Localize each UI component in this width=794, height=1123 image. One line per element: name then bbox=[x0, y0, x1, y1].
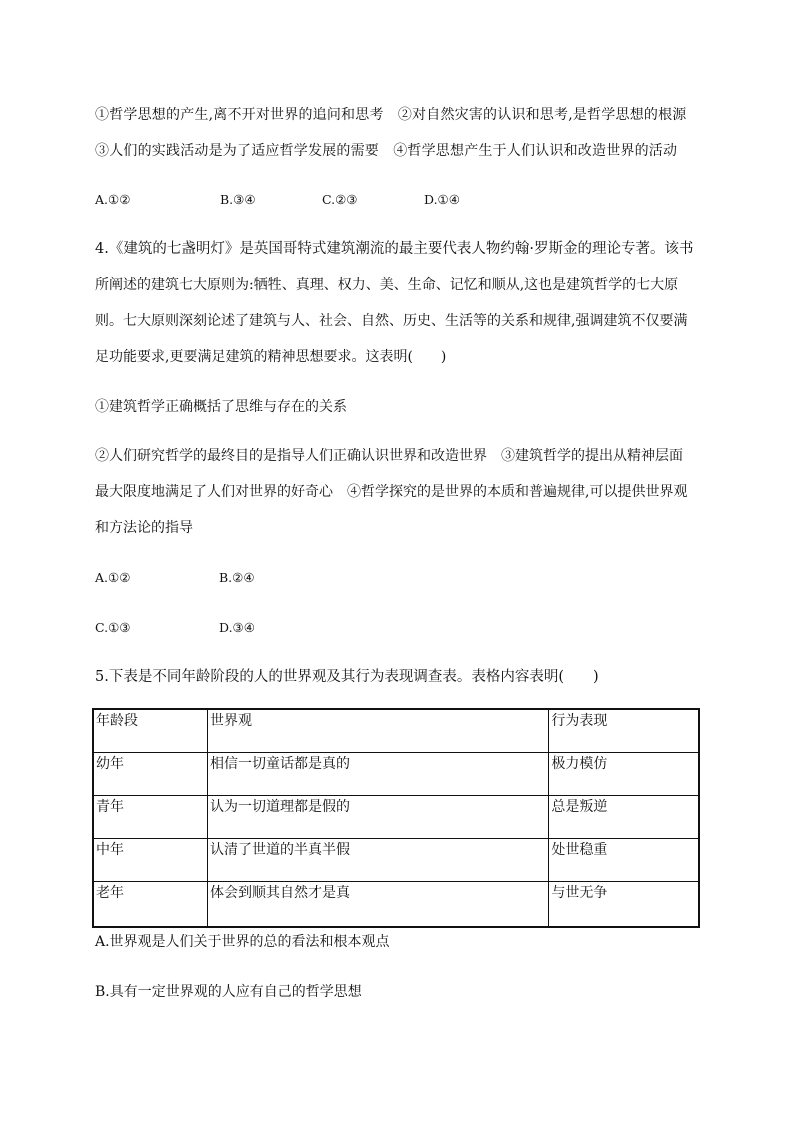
table-cell: 青年 bbox=[93, 796, 207, 839]
table-row bbox=[93, 882, 699, 928]
q3-option-a: A.①② bbox=[95, 192, 131, 207]
q4-stem-line-2: 所阐述的建筑七大原则为:牺牲、真理、权力、美、生命、记忆和顺从,这也是建筑哲学的七大原 bbox=[95, 277, 679, 293]
table-row bbox=[93, 839, 699, 882]
q5-stem: 5.下表是不同年龄阶段的人的世界观及其行为表现调查表。表格内容表明( ) bbox=[95, 669, 599, 685]
table-cell: 相信一切童话都是真的 bbox=[207, 753, 548, 796]
table-cell: 认为一切道理都是假的 bbox=[207, 796, 548, 839]
survey-table bbox=[92, 708, 700, 928]
table-cell: 极力模仿 bbox=[549, 753, 699, 796]
table-cell: 中年 bbox=[93, 839, 207, 882]
table-cell: 总是叛逆 bbox=[549, 796, 699, 839]
q4-statement-1: ①建筑哲学正确概括了思维与存在的关系 bbox=[95, 399, 347, 415]
table-header-behavior: 行为表现 bbox=[549, 709, 699, 753]
q4-statement-2-line-2: 最大限度地满足了人们对世界的好奇心 ④哲学探究的是世界的本质和普遍规律,可以提供世界观 bbox=[95, 484, 688, 500]
q5-option-a: A.世界观是人们关于世界的总的看法和根本观点 bbox=[95, 934, 390, 950]
table-row bbox=[93, 796, 699, 839]
table-header-age: 年龄段 bbox=[93, 709, 207, 753]
q4-stem-line-4: 足功能要求,更要满足建筑的精神思想要求。这表明( ) bbox=[95, 349, 447, 365]
q4-option-a: A.①② bbox=[95, 570, 131, 585]
q4-option-d: D.③④ bbox=[219, 620, 255, 635]
q4-statement-2-line-1: ②人们研究哲学的最终目的是指导人们正确认识世界和改造世界 ③建筑哲学的提出从精神层面 bbox=[95, 448, 683, 464]
q4-statement-2-line-3: 和方法论的指导 bbox=[95, 520, 193, 536]
q3-option-c: C.②③ bbox=[322, 192, 358, 207]
table-header-row bbox=[93, 709, 699, 753]
q3-option-d: D.①④ bbox=[424, 192, 460, 207]
table-row bbox=[93, 753, 699, 796]
q4-stem-line-3: 则。七大原则深刻论述了建筑与人、社会、自然、历史、生活等的关系和规律,强调建筑不仅要满 bbox=[95, 313, 688, 329]
table-cell: 与世无争 bbox=[549, 882, 699, 928]
table-header-worldview: 世界观 bbox=[207, 709, 548, 753]
q3-statement-line-2: ③人们的实践活动是为了适应哲学发展的需要 ④哲学思想产生于人们认识和改造世界的活动 bbox=[95, 143, 678, 159]
table-cell: 处世稳重 bbox=[549, 839, 699, 882]
table-cell: 老年 bbox=[93, 882, 207, 928]
q3-option-b: B.③④ bbox=[220, 192, 256, 207]
q5-option-b: B.具有一定世界观的人应有自己的哲学思想 bbox=[95, 984, 362, 1000]
q4-option-c: C.①③ bbox=[95, 620, 131, 635]
table-cell: 认清了世道的半真半假 bbox=[207, 839, 548, 882]
table-cell: 幼年 bbox=[93, 753, 207, 796]
q4-option-b: B.②④ bbox=[219, 570, 255, 585]
table-cell: 体会到顺其自然才是真 bbox=[207, 882, 548, 928]
q3-statement-line-1: ①哲学思想的产生,离不开对世界的追问和思考 ②对自然灾害的认识和思考,是哲学思想的根源 bbox=[95, 107, 687, 123]
q4-stem-line-1: 4.《建筑的七盏明灯》是英国哥特式建筑潮流的最主要代表人物约翰·罗斯金的理论专著。该书 bbox=[95, 241, 694, 257]
